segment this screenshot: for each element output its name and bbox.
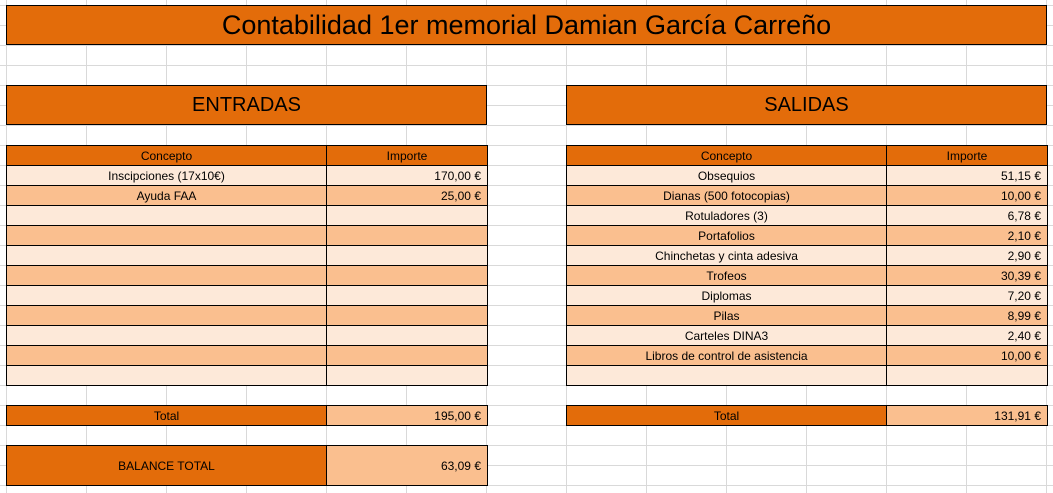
entradas-importe-cell[interactable] (327, 306, 488, 326)
salidas-row (567, 306, 1048, 326)
salidas-row (567, 286, 1048, 306)
salidas-concepto-cell[interactable]: Trofeos (567, 266, 887, 286)
salidas-total-label[interactable]: Total (567, 406, 887, 426)
entradas-row (7, 286, 488, 306)
salidas-concepto-cell[interactable]: Carteles DINA3 (567, 326, 887, 346)
salidas-importe-cell[interactable]: 2,40 € (887, 326, 1048, 346)
entradas-concepto-cell[interactable] (7, 226, 327, 246)
entradas-row (7, 186, 488, 206)
salidas-row (567, 366, 1048, 386)
salidas-row (567, 326, 1048, 346)
balance-row (7, 446, 488, 486)
entradas-importe-cell[interactable] (327, 286, 488, 306)
salidas-total-table (566, 405, 1048, 426)
salidas-header-row (567, 146, 1048, 166)
entradas-heading[interactable]: ENTRADAS (6, 85, 487, 125)
salidas-table (566, 145, 1048, 386)
entradas-row (7, 166, 488, 186)
entradas-importe-cell[interactable] (327, 366, 488, 386)
entradas-total-table (6, 405, 488, 426)
salidas-importe-cell[interactable]: 2,10 € (887, 226, 1048, 246)
entradas-importe-cell[interactable] (327, 226, 488, 246)
entradas-row (7, 246, 488, 266)
entradas-concepto-cell[interactable] (7, 366, 327, 386)
salidas-row (567, 206, 1048, 226)
entradas-total-row (7, 406, 488, 426)
entradas-concepto-cell[interactable]: Inscipciones (17x10€) (7, 166, 327, 186)
entradas-concepto-cell[interactable] (7, 326, 327, 346)
salidas-importe-cell[interactable]: 10,00 € (887, 346, 1048, 366)
entradas-row (7, 326, 488, 346)
salidas-row (567, 166, 1048, 186)
balance-table (6, 445, 488, 486)
salidas-importe-cell[interactable]: 8,99 € (887, 306, 1048, 326)
entradas-concepto-cell[interactable]: Ayuda FAA (7, 186, 327, 206)
entradas-row (7, 226, 488, 246)
entradas-row (7, 346, 488, 366)
entradas-concepto-cell[interactable] (7, 246, 327, 266)
salidas-row (567, 266, 1048, 286)
salidas-concepto-header[interactable]: Concepto (567, 146, 887, 166)
salidas-concepto-cell[interactable]: Dianas (500 fotocopias) (567, 186, 887, 206)
salidas-concepto-cell[interactable]: Rotuladores (3) (567, 206, 887, 226)
entradas-row (7, 366, 488, 386)
entradas-concepto-cell[interactable] (7, 206, 327, 226)
salidas-concepto-cell[interactable]: Pilas (567, 306, 887, 326)
entradas-concepto-cell[interactable] (7, 306, 327, 326)
salidas-concepto-cell[interactable]: Portafolios (567, 226, 887, 246)
entradas-importe-cell[interactable] (327, 266, 488, 286)
entradas-concepto-cell[interactable] (7, 266, 327, 286)
salidas-row (567, 346, 1048, 366)
salidas-importe-cell[interactable]: 10,00 € (887, 186, 1048, 206)
salidas-importe-cell[interactable]: 51,15 € (887, 166, 1048, 186)
entradas-row (7, 206, 488, 226)
salidas-heading[interactable]: SALIDAS (566, 85, 1047, 125)
entradas-importe-header[interactable]: Importe (327, 146, 488, 166)
salidas-row (567, 186, 1048, 206)
entradas-importe-cell[interactable] (327, 326, 488, 346)
salidas-importe-cell[interactable]: 6,78 € (887, 206, 1048, 226)
entradas-total-value[interactable]: 195,00 € (327, 406, 488, 426)
entradas-concepto-cell[interactable] (7, 286, 327, 306)
salidas-row (567, 226, 1048, 246)
entradas-importe-cell[interactable] (327, 246, 488, 266)
salidas-importe-cell[interactable]: 7,20 € (887, 286, 1048, 306)
salidas-importe-cell[interactable]: 30,39 € (887, 266, 1048, 286)
salidas-concepto-cell[interactable] (567, 366, 887, 386)
entradas-concepto-cell[interactable] (7, 346, 327, 366)
entradas-table (6, 145, 488, 386)
salidas-concepto-cell[interactable]: Obsequios (567, 166, 887, 186)
entradas-importe-cell[interactable] (327, 206, 488, 226)
salidas-concepto-cell[interactable]: Libros de control de asistencia (567, 346, 887, 366)
entradas-row (7, 266, 488, 286)
salidas-concepto-cell[interactable]: Diplomas (567, 286, 887, 306)
entradas-header-row (7, 146, 488, 166)
salidas-concepto-cell[interactable]: Chinchetas y cinta adesiva (567, 246, 887, 266)
entradas-importe-cell[interactable]: 170,00 € (327, 166, 488, 186)
salidas-importe-cell[interactable]: 2,90 € (887, 246, 1048, 266)
entradas-row (7, 306, 488, 326)
salidas-total-value[interactable]: 131,91 € (887, 406, 1048, 426)
entradas-importe-cell[interactable] (327, 346, 488, 366)
salidas-row (567, 246, 1048, 266)
salidas-importe-cell[interactable] (887, 366, 1048, 386)
sheet-title[interactable]: Contabilidad 1er memorial Damian García Carreño (6, 5, 1047, 45)
entradas-concepto-header[interactable]: Concepto (7, 146, 327, 166)
salidas-importe-header[interactable]: Importe (887, 146, 1048, 166)
salidas-total-row (567, 406, 1048, 426)
balance-value[interactable]: 63,09 € (327, 446, 488, 486)
balance-label[interactable]: BALANCE TOTAL (7, 446, 327, 486)
entradas-importe-cell[interactable]: 25,00 € (327, 186, 488, 206)
entradas-total-label[interactable]: Total (7, 406, 327, 426)
